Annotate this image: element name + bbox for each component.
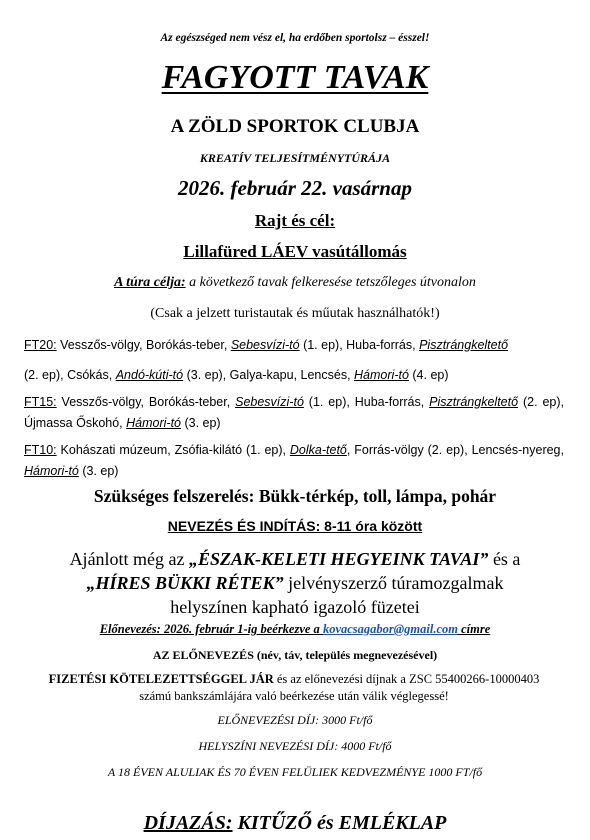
route-text: (2. ep), Újmassa Őskohó, — [24, 395, 564, 430]
awards-label: DÍJAZÁS: — [143, 812, 233, 834]
route-note: (Csak a jelzett turistautak és műutak használhatók!) — [150, 306, 440, 321]
start-label — [0, 211, 590, 231]
route-ft15 — [24, 392, 564, 434]
route-ft20-line1 — [24, 333, 564, 358]
event-subtitle: KREATÍV TELJESÍTMÉNYTÚRÁJA — [199, 151, 391, 165]
recommend-text: jelvényszerző túramozgalmak — [283, 573, 504, 593]
required-equipment: Szükséges felszerelés: Bükk-térkép, toll, lámpa, pohár — [93, 486, 497, 506]
awards-text: KITŰZŐ és EMLÉKLAP — [232, 812, 447, 834]
route-ft15-code: FT15: — [24, 395, 57, 409]
pre-registration-suffix: címre — [457, 622, 491, 636]
payment-obligation: FIZETÉSI KÖTELEZETTSÉGGEL JÁR — [48, 672, 274, 686]
onsite-fee: HELYSZÍNI NEVEZÉSI DÍJ: 4000 Ft/fő — [198, 739, 392, 753]
email-link[interactable]: kovacsagabor@gmail.com — [322, 622, 458, 636]
tour-goal-text: a következő tavak felkeresése tetszőleges útvonalon — [185, 275, 476, 290]
start-place-text: Lillafüred LÁEV vasútállomás — [183, 242, 407, 261]
recommend-line3: helyszínen kapható igazoló füzetei — [170, 597, 420, 617]
route-text: (1. ep), Huba-forrás, — [303, 395, 430, 409]
route-ft10-code: FT10: — [24, 443, 57, 457]
recommend-text: Ajánlott még az — [69, 549, 190, 569]
event-date: 2026. február 22. vasárnap — [178, 176, 412, 200]
lake-name: Hámori-tó — [126, 416, 181, 430]
route-text: , Forrás-völgy (2. ep), Lencsés-nyereg, — [346, 443, 564, 457]
start-place — [0, 242, 590, 262]
route-text: (1. ep), Huba-forrás, — [299, 338, 420, 352]
tour-goal-label: A túra célja: — [114, 275, 186, 290]
route-ft10 — [24, 440, 564, 482]
event-title — [0, 58, 590, 98]
route-ft20-line2 — [24, 363, 564, 388]
age-discount: A 18 ÉVEN ALULIAK ÉS 70 ÉVEN FELÜLIEK KEDVEZMÉNYE 1000 FT/fő — [107, 765, 483, 779]
recommend-line2 — [0, 571, 590, 595]
route-text: Vesszős-völgy, Borókás-teber, — [56, 338, 231, 352]
booklet-name: „HÍRES BÜKKI RÉTEK” — [86, 573, 284, 593]
recommended-booklets — [0, 547, 590, 619]
lake-name: Pisztrángkeltető — [429, 395, 519, 409]
pre-registration-requirements: AZ ELŐNEVEZÉS (név, táv, település megnevezésével) — [152, 648, 438, 662]
pre-registration-fee: ELŐNEVEZÉSI DÍJ: 3000 Ft/fő — [217, 713, 373, 727]
tour-goal — [0, 275, 590, 291]
lake-name: Pisztrángkeltető — [419, 338, 509, 352]
route-text: (3. ep), Galya-kapu, Lencsés, — [183, 368, 355, 382]
motto: Az egészséged nem vész el, ha erdőben sportolsz – ésszel! — [160, 32, 430, 44]
pre-registration — [0, 622, 590, 637]
route-text: Vesszős-völgy, Borókás-teber, — [56, 395, 236, 409]
pre-registration-text: Előnevezés: 2026. február 1-ig beérkezve a — [99, 622, 323, 636]
payment-info — [34, 671, 554, 705]
club-name: A ZÖLD SPORTOK CLUBJA — [170, 116, 420, 137]
start-label-text: Rajt és cél: — [254, 211, 336, 230]
lake-name: Andó-kúti-tó — [115, 368, 184, 382]
lake-name: Sebesvízi-tó — [230, 338, 300, 352]
route-text: (3. ep) — [181, 416, 221, 430]
entry-time-text: NEVEZÉS ÉS INDÍTÁS: 8-11 óra között — [167, 518, 423, 534]
lake-name: Hámori-tó — [354, 368, 409, 382]
lake-name: Sebesvízi-tó — [235, 395, 304, 409]
recommend-text: és a — [488, 549, 521, 569]
entry-time — [0, 518, 590, 534]
route-text: Kohászati múzeum, Zsófia-kilátó (1. ep), — [56, 443, 290, 457]
route-text: (2. ep), Csókás, — [24, 368, 116, 382]
payment-text: és az előnevezési díjnak a ZSC 55400266-10000403 számú bankszámlájára való beérkezése után válik véglegessé! — [139, 672, 540, 703]
awards — [0, 812, 590, 835]
route-text: (4. ep) — [408, 368, 449, 382]
lake-name: Hámori-tó — [24, 464, 79, 478]
route-ft20-code: FT20: — [24, 338, 57, 352]
route-text: (3. ep) — [78, 464, 119, 478]
event-title-text: FAGYOTT TAVAK — [161, 59, 429, 96]
recommend-line1 — [0, 547, 590, 571]
lake-name: Dolka-tető — [289, 443, 347, 457]
booklet-name: „ÉSZAK-KELETI HEGYEINK TAVAI” — [189, 549, 489, 569]
